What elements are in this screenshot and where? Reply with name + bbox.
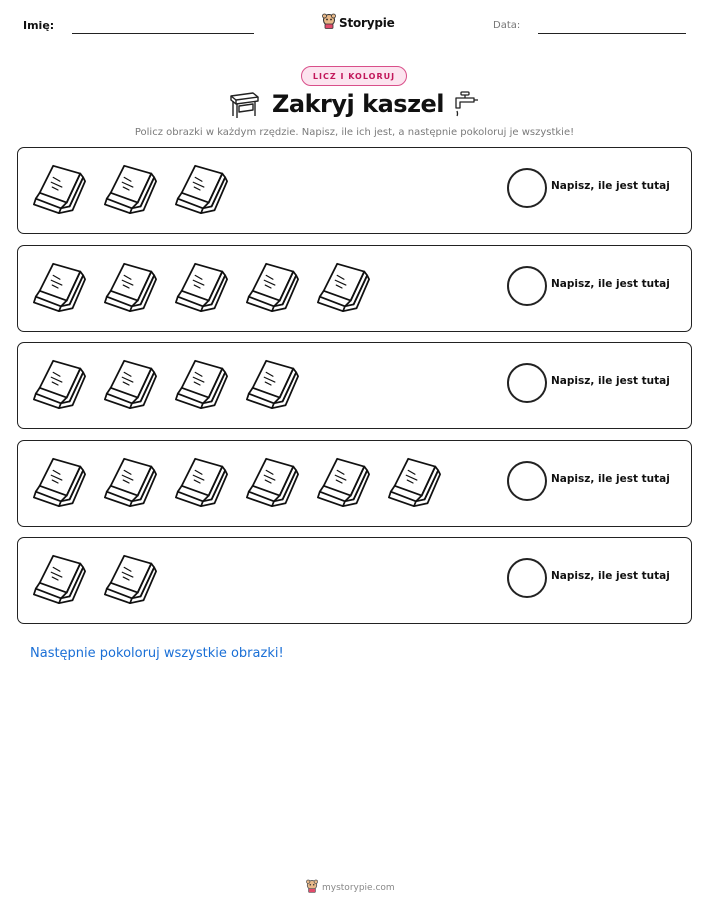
answer-circle[interactable] <box>507 461 547 501</box>
counting-row <box>17 342 692 429</box>
tissue-icon[interactable] <box>385 453 443 511</box>
tissue-icon[interactable] <box>30 160 88 218</box>
coloring-instruction: Następnie pokoloruj wszystkie obrazki! <box>30 646 284 661</box>
row-items <box>30 258 372 318</box>
answer-circle[interactable] <box>507 266 547 306</box>
tissue-icon[interactable] <box>243 258 301 316</box>
counting-row <box>17 245 692 332</box>
row-items <box>30 355 301 415</box>
tissue-icon[interactable] <box>30 550 88 608</box>
write-count-prompt: Napisz, ile jest tutaj <box>551 570 670 582</box>
footer <box>306 879 395 896</box>
category-badge: LICZ I KOLORUJ <box>301 66 407 86</box>
tissue-icon[interactable] <box>101 550 159 608</box>
brand-logo <box>322 13 395 33</box>
tissue-icon[interactable] <box>101 160 159 218</box>
row-items <box>30 160 230 220</box>
tissue-icon[interactable] <box>172 160 230 218</box>
name-label: Imię: <box>23 19 55 32</box>
tissue-icon[interactable] <box>172 453 230 511</box>
tissue-icon[interactable] <box>30 355 88 413</box>
tissue-icon[interactable] <box>101 355 159 413</box>
date-write-line[interactable] <box>538 33 686 34</box>
footer-url: mystorypie.com <box>322 882 395 893</box>
tissue-icon[interactable] <box>314 258 372 316</box>
faucet-icon <box>452 90 480 122</box>
storypie-mascot-icon <box>322 13 336 33</box>
tissue-icon[interactable] <box>243 355 301 413</box>
instructions-subtitle: Policz obrazki w każdym rzędzie. Napisz, ile ich jest, a następnie pokoloruj je wszystkie! <box>134 127 575 138</box>
write-count-prompt: Napisz, ile jest tutaj <box>551 375 670 387</box>
answer-circle[interactable] <box>507 363 547 403</box>
answer-circle[interactable] <box>507 168 547 208</box>
title-row <box>0 88 709 124</box>
tissue-icon[interactable] <box>172 258 230 316</box>
counting-row <box>17 537 692 624</box>
answer-circle[interactable] <box>507 558 547 598</box>
tissue-icon[interactable] <box>101 258 159 316</box>
tissue-icon[interactable] <box>172 355 230 413</box>
row-items <box>30 550 159 610</box>
counting-row <box>17 147 692 234</box>
date-label: Data: <box>493 20 521 31</box>
desk-icon <box>227 88 261 124</box>
page-title: Zakryj kaszel <box>272 90 445 118</box>
row-items <box>30 453 443 513</box>
storypie-mascot-icon <box>306 879 318 896</box>
write-count-prompt: Napisz, ile jest tutaj <box>551 278 670 290</box>
name-write-line[interactable] <box>72 33 254 34</box>
tissue-icon[interactable] <box>30 258 88 316</box>
counting-row <box>17 440 692 527</box>
write-count-prompt: Napisz, ile jest tutaj <box>551 180 670 192</box>
tissue-icon[interactable] <box>30 453 88 511</box>
tissue-icon[interactable] <box>314 453 372 511</box>
tissue-icon[interactable] <box>243 453 301 511</box>
write-count-prompt: Napisz, ile jest tutaj <box>551 473 670 485</box>
brand-name: Storypie <box>339 16 395 30</box>
tissue-icon[interactable] <box>101 453 159 511</box>
